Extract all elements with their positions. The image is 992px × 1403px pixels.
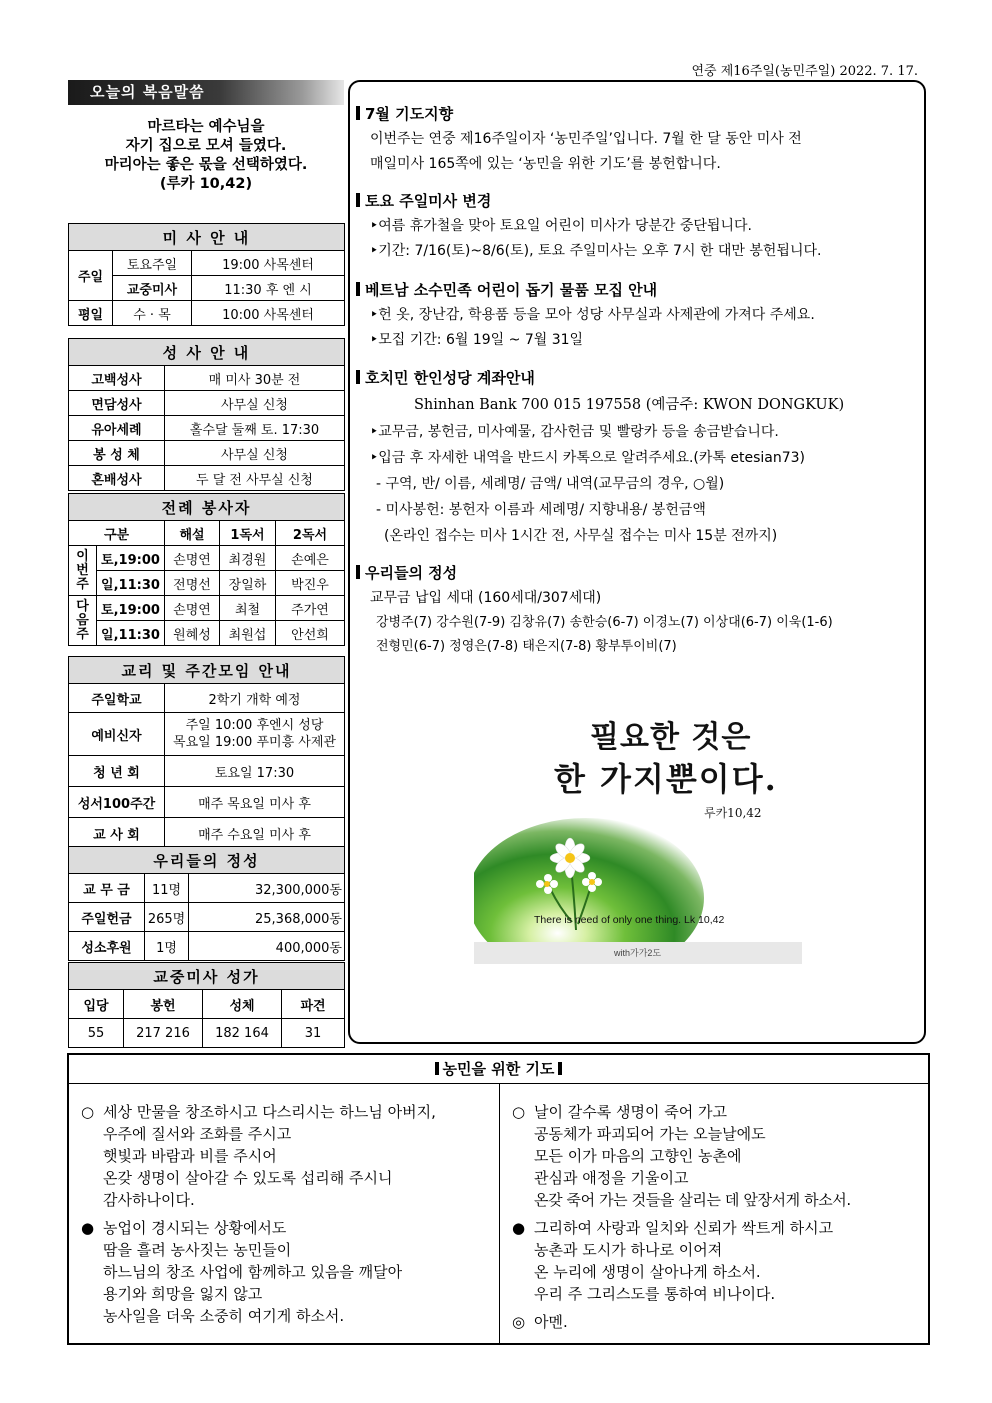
notice-heading: [356, 102, 922, 127]
offering-count: 1명: [145, 932, 189, 961]
notice-title: 베트남 소수민족 어린이 돕기 물품 모집 안내: [365, 281, 658, 299]
hymn-title: 교중미사 성가: [69, 963, 345, 990]
gospel-verse: [68, 118, 344, 194]
col-header: 구분: [69, 521, 165, 546]
prayer-line: 하느님의 창조 사업에 함께하고 있음을 깨달아: [103, 1263, 403, 1281]
notice-heading: [356, 366, 922, 391]
offering-type: 주일헌금: [69, 903, 145, 932]
meeting-name: 청 년 회: [69, 756, 165, 787]
minister-name: 최경원: [220, 546, 276, 571]
offering-type: 교 무 금: [69, 874, 145, 903]
sacrament-table: [68, 338, 345, 491]
notice-title: 호치민 한인성당 계좌안내: [365, 369, 535, 387]
col-header: 2독서: [276, 521, 345, 546]
donor-list: 전형민(6-7) 정영은(7-8) 태은지(7-8) 황부투이비(7): [376, 639, 677, 654]
scripture-illustration: [474, 708, 802, 964]
sunday-label: 주일: [69, 251, 113, 301]
prayer-line: 농촌과 도시가 하나로 이어져: [534, 1241, 723, 1259]
notice-heading: [356, 561, 922, 586]
heading-marker: [356, 193, 360, 207]
offering-amount: 25,368,000동: [189, 903, 345, 932]
notice-title: 7월 기도지향: [365, 105, 454, 123]
minister-name: 장일하: [220, 571, 276, 596]
meeting-name: 주일학교: [69, 684, 165, 713]
minister-name: 원혜성: [165, 621, 220, 646]
gospel-line: 자기 집으로 모셔 들였다.: [125, 138, 287, 154]
minister-name: 최원섭: [220, 621, 276, 646]
calligraphy-reference: 루카10,42: [704, 806, 762, 820]
sacrament-info: 사무실 신청: [165, 441, 345, 466]
weekday-label: 평일: [69, 301, 113, 326]
farmers-prayer-box: [67, 1053, 930, 1345]
meetings-title: 교리 및 주간모임 안내: [69, 657, 345, 684]
sacrament-name: 봉 성 체: [69, 441, 165, 466]
mass-time: 10:00 사목센터: [192, 301, 345, 326]
meeting-info: 토요일 17:30: [165, 756, 345, 787]
prayer-line: 땀을 흘려 농사짓는 농민들이: [103, 1241, 292, 1259]
meeting-info: 매주 목요일 미사 후: [165, 787, 345, 818]
sacrament-name: 면담성사: [69, 391, 165, 416]
prayer-title: [69, 1055, 928, 1084]
mass-name: 수 · 목: [113, 301, 192, 326]
notice-prayer-intention: [356, 102, 922, 177]
offering-title: 우리들의 정성: [69, 847, 345, 874]
mass-schedule-title: 미 사 안 내: [69, 224, 345, 251]
offering-amount: 400,000동: [189, 932, 345, 961]
minister-name: 손명연: [165, 596, 220, 621]
minister-name: 손예은: [276, 546, 345, 571]
notice-line: ‣여름 휴가철을 맞아 토요일 어린이 미사가 당분간 중단됩니다.: [370, 218, 752, 234]
prayer-line: 관심과 애정을 기울이고: [534, 1169, 689, 1187]
meetings-table: [68, 656, 345, 849]
sacrament-name: 고백성사: [69, 366, 165, 391]
title-marker: [558, 1062, 562, 1075]
minister-name: 최철: [220, 596, 276, 621]
hymn-col: 성체: [203, 990, 282, 1019]
hymn-col: 파견: [282, 990, 345, 1019]
notice-line: 교무금 납입 세대 (160세대/307세대): [370, 590, 602, 606]
gospel-line: 마리아는 좋은 몫을 선택하였다.: [104, 157, 308, 173]
sacrament-info: 사무실 신청: [165, 391, 345, 416]
prayer-line: 농업이 경시되는 상황에서도: [103, 1219, 287, 1237]
prayer-line: 농사일을 더욱 소중히 여기게 하소서.: [103, 1307, 345, 1325]
this-week-label: 이번주: [69, 546, 97, 596]
notice-heading: [356, 278, 922, 303]
mass-slot: 일,11:30: [97, 571, 165, 596]
notice-line: - 미사봉헌: 봉헌자 이름과 세례명/ 지향내용/ 봉헌금액: [376, 502, 706, 518]
sacrament-info: 홀수달 둘째 토. 17:30: [165, 416, 345, 441]
heading-marker: [356, 106, 360, 120]
prayer-line: 온 누리에 생명이 살아나게 하소서.: [534, 1263, 761, 1281]
prayer-line: 햇빛과 바람과 비를 주시어: [103, 1147, 277, 1165]
hymn-col: 입당: [69, 990, 124, 1019]
stanza-marker: ●: [512, 1219, 526, 1237]
calligraphy-line-1: 필요한 것은: [590, 720, 752, 755]
bank-account-number: Shinhan Bank 700 015 197558 (예금주: KWON DONGKUK): [414, 397, 845, 413]
prayer-line: 공동체가 파괴되어 가는 오늘날에도: [534, 1125, 766, 1143]
heading-marker: [356, 282, 360, 296]
offering-count: 11명: [145, 874, 189, 903]
offering-count: 265명: [145, 903, 189, 932]
title-marker: [435, 1062, 439, 1075]
prayer-stanza: [81, 1101, 499, 1211]
offering-amount: 32,300,000동: [189, 874, 345, 903]
mass-name: 토요주일: [113, 251, 192, 276]
minister-name: 박진우: [276, 571, 345, 596]
prayer-line: 온갖 생명이 살아갈 수 있도록 섭리해 주시니: [103, 1169, 393, 1187]
minister-name: 전명선: [165, 571, 220, 596]
gospel-heading: 오늘의 복음말씀: [68, 80, 344, 105]
prayer-line: 날이 갈수록 생명이 죽어 가고: [534, 1103, 727, 1121]
prayer-line: 모든 이가 마음의 고향인 농촌에: [534, 1147, 742, 1165]
prayer-title-text: 농민을 위한 기도: [442, 1060, 555, 1078]
meeting-name: 예비신자: [69, 713, 165, 756]
offering-type: 성소후원: [69, 932, 145, 961]
notice-heading: [356, 189, 922, 214]
notice-line: ‣모집 기간: 6월 19일 ~ 7월 31일: [370, 332, 584, 348]
prayer-stanza: [512, 1311, 928, 1333]
bulletin-date: 연중 제16주일(농민주일) 2022. 7. 17.: [691, 64, 918, 79]
meeting-info: 매주 수요일 미사 후: [165, 818, 345, 849]
notice-offering-households: [356, 561, 922, 659]
minister-name: 손명연: [165, 546, 220, 571]
prayer-stanza: [512, 1101, 928, 1211]
notice-line: ‣입금 후 자세한 내역을 반드시 카톡으로 알려주세요.(카톡 etesian73): [370, 450, 805, 466]
hymn-number: 55: [69, 1019, 124, 1048]
prayer-line: 우주에 질서와 조화를 주시고: [103, 1125, 292, 1143]
prayer-line: 온갖 죽어 가는 것들을 살리는 데 앞장서게 하소서.: [534, 1191, 851, 1209]
hymn-table: [68, 962, 345, 1048]
prayer-left-column: [81, 1101, 499, 1333]
heading-marker: [356, 370, 360, 384]
notice-donation-drive: [356, 278, 922, 353]
notice-line: ‣헌 옷, 장난감, 학용품 등을 모아 성당 사무실과 사제관에 가져다 주세요.: [370, 307, 815, 323]
hymn-number: 31: [282, 1019, 345, 1048]
prayer-column-divider: [499, 1083, 500, 1343]
notice-bank-account: [356, 366, 922, 549]
prayer-line: 세상 만물을 창조하시고 다스리시는 하느님 아버지,: [103, 1103, 436, 1121]
notice-line: - 구역, 반/ 이름, 세례명/ 금액/ 내역(교무금의 경우, ○월): [376, 476, 725, 492]
meeting-name: 교 사 회: [69, 818, 165, 849]
image-credit: with가가2도: [614, 948, 662, 958]
prayer-stanza: [512, 1217, 928, 1305]
minister-name: 주가연: [276, 596, 345, 621]
meeting-info: 2학기 개학 예정: [165, 684, 345, 713]
notice-line: ‣교무금, 봉헌금, 미사예물, 감사헌금 및 빨랑카 등을 송금받습니다.: [370, 424, 779, 440]
liturgy-title: 전례 봉사자: [69, 494, 345, 521]
col-header: 1독서: [220, 521, 276, 546]
liturgy-table: [68, 493, 345, 646]
prayer-line: 용기와 희망을 잃지 않고: [103, 1285, 263, 1303]
calligraphy-line-2: 한 가지뿐이다.: [554, 760, 778, 798]
gospel-line: 마르타는 예수님을: [147, 119, 265, 135]
hymn-number: 217 216: [124, 1019, 203, 1048]
stanza-marker: ○: [512, 1103, 526, 1121]
stanza-marker: ●: [81, 1219, 95, 1237]
notice-title: 토요 주일미사 변경: [365, 192, 492, 210]
offering-table: [68, 846, 345, 961]
next-week-label: 다음주: [69, 596, 97, 646]
sacrament-info: 두 달 전 사무실 신청: [165, 466, 345, 491]
meeting-name: 성서100주간: [69, 787, 165, 818]
notice-line: (온라인 접수는 미사 1시간 전, 사무실 접수는 미사 15분 전까지): [384, 528, 778, 544]
prayer-stanza: [81, 1217, 499, 1327]
notice-line: ‣기간: 7/16(토)~8/6(토), 토요 주일미사는 오후 7시 한 대만 봉헌됩니다.: [370, 243, 822, 259]
prayer-line: 감사하나이다.: [103, 1191, 195, 1209]
prayer-amen: 아멘.: [534, 1313, 568, 1331]
minister-name: 안선희: [276, 621, 345, 646]
donor-list: 강병주(7) 강수원(7-9) 김창유(7) 송한승(6-7) 이경노(7) 이상대(6-7) 이욱(1-6): [376, 615, 833, 630]
sacrament-info: 매 미사 30분 전: [165, 366, 345, 391]
mass-slot: 토,19:00: [97, 546, 165, 571]
sacrament-name: 혼배성사: [69, 466, 165, 491]
prayer-line: 우리 주 그리스도를 통하여 비나이다.: [534, 1285, 776, 1303]
hymn-number: 182 164: [203, 1019, 282, 1048]
hymn-col: 봉헌: [124, 990, 203, 1019]
sacrament-title: 성 사 안 내: [69, 339, 345, 366]
prayer-line: 그리하여 사랑과 일치와 신뢰가 싹트게 하시고: [534, 1219, 834, 1237]
notice-title: 우리들의 정성: [365, 564, 458, 582]
mass-slot: 토,19:00: [97, 596, 165, 621]
notice-saturday-mass: [356, 189, 922, 264]
notice-line: 매일미사 165쪽에 있는 ‘농민을 위한 기도’를 봉헌합니다.: [370, 156, 721, 172]
mass-schedule-table: [68, 223, 345, 326]
mass-slot: 일,11:30: [97, 621, 165, 646]
mass-time: 19:00 사목센터: [192, 251, 345, 276]
heading-marker: [356, 565, 360, 579]
image-caption: There is need of only one thing. Lk 10,42: [534, 914, 725, 926]
stanza-marker: ◎: [512, 1313, 526, 1331]
stanza-marker: ○: [81, 1103, 95, 1121]
mass-name: 교중미사: [113, 276, 192, 301]
col-header: 해설: [165, 521, 220, 546]
meeting-info: 주일 10:00 후엔시 성당 목요일 19:00 푸미흥 사제관: [165, 713, 345, 756]
sacrament-name: 유아세례: [69, 416, 165, 441]
gospel-reference: (루카 10,42): [159, 176, 253, 192]
notice-line: 이번주는 연중 제16주일이자 ‘농민주일’입니다. 7월 한 달 동안 미사 전: [370, 131, 802, 147]
mass-time: 11:30 후 엔 시: [192, 276, 345, 301]
prayer-right-column: [512, 1101, 928, 1339]
